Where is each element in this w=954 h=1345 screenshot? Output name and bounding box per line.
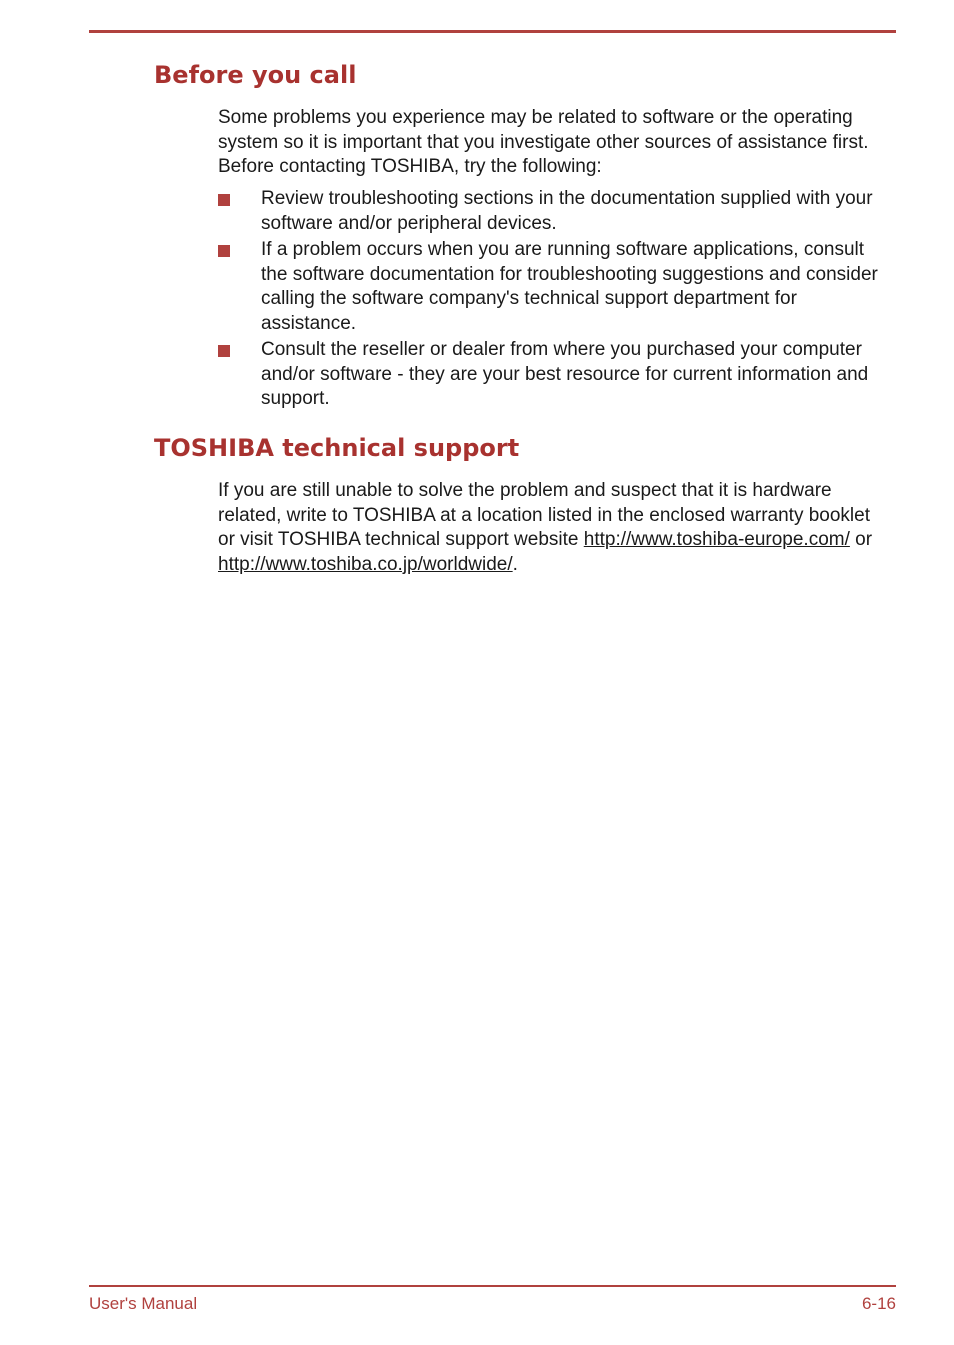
technical-support-text: If you are still unable to solve the problem and suspect that it is hardware related, write to TOSHIBA at a location listed in the enclosed warranty booklet or visit TOSHIBA technical support website — [218, 480, 870, 550]
list-item-text: Consult the reseller or dealer from where you purchased your computer and/or software - they are your best resource for current information and support. — [261, 339, 869, 409]
bullet-square-icon — [218, 194, 230, 206]
footer-rule — [89, 1285, 896, 1287]
paragraph-end-text: . — [512, 553, 518, 575]
toshiba-europe-link[interactable]: http://www.toshiba-europe.com/ — [583, 529, 850, 550]
bullet-square-icon — [218, 245, 230, 257]
section-heading-before-you-call: Before you call — [154, 61, 357, 89]
footer-page-number: 6-16 — [861, 1294, 896, 1313]
header-rule — [89, 30, 896, 33]
link-separator-text: or — [849, 529, 873, 550]
list-item — [218, 338, 883, 412]
bullet-square-icon — [218, 345, 230, 357]
list-item-text: If a problem occurs when you are running software applications, consult the software documentation for troubleshooting suggestions and consider calling the software company's technical support department for assistance. — [261, 239, 878, 334]
section-heading-toshiba-technical-support: TOSHIBA technical support — [154, 434, 520, 462]
footer-manual-title: User's Manual — [89, 1294, 198, 1313]
toshiba-worldwide-link[interactable]: http://www.toshiba.co.jp/worldwide/ — [218, 553, 513, 575]
before-you-call-intro: Some problems you experience may be related to software or the operating system so it is important that you investigate other sources of assistance first. Before contacting TOSHIBA, try the following: — [218, 107, 869, 177]
list-item — [218, 187, 883, 236]
list-item — [218, 238, 883, 336]
before-you-call-list — [218, 187, 883, 414]
technical-support-paragraph — [218, 479, 883, 577]
list-item-text: Review troubleshooting sections in the documentation supplied with your software and/or peripheral devices. — [261, 188, 873, 234]
